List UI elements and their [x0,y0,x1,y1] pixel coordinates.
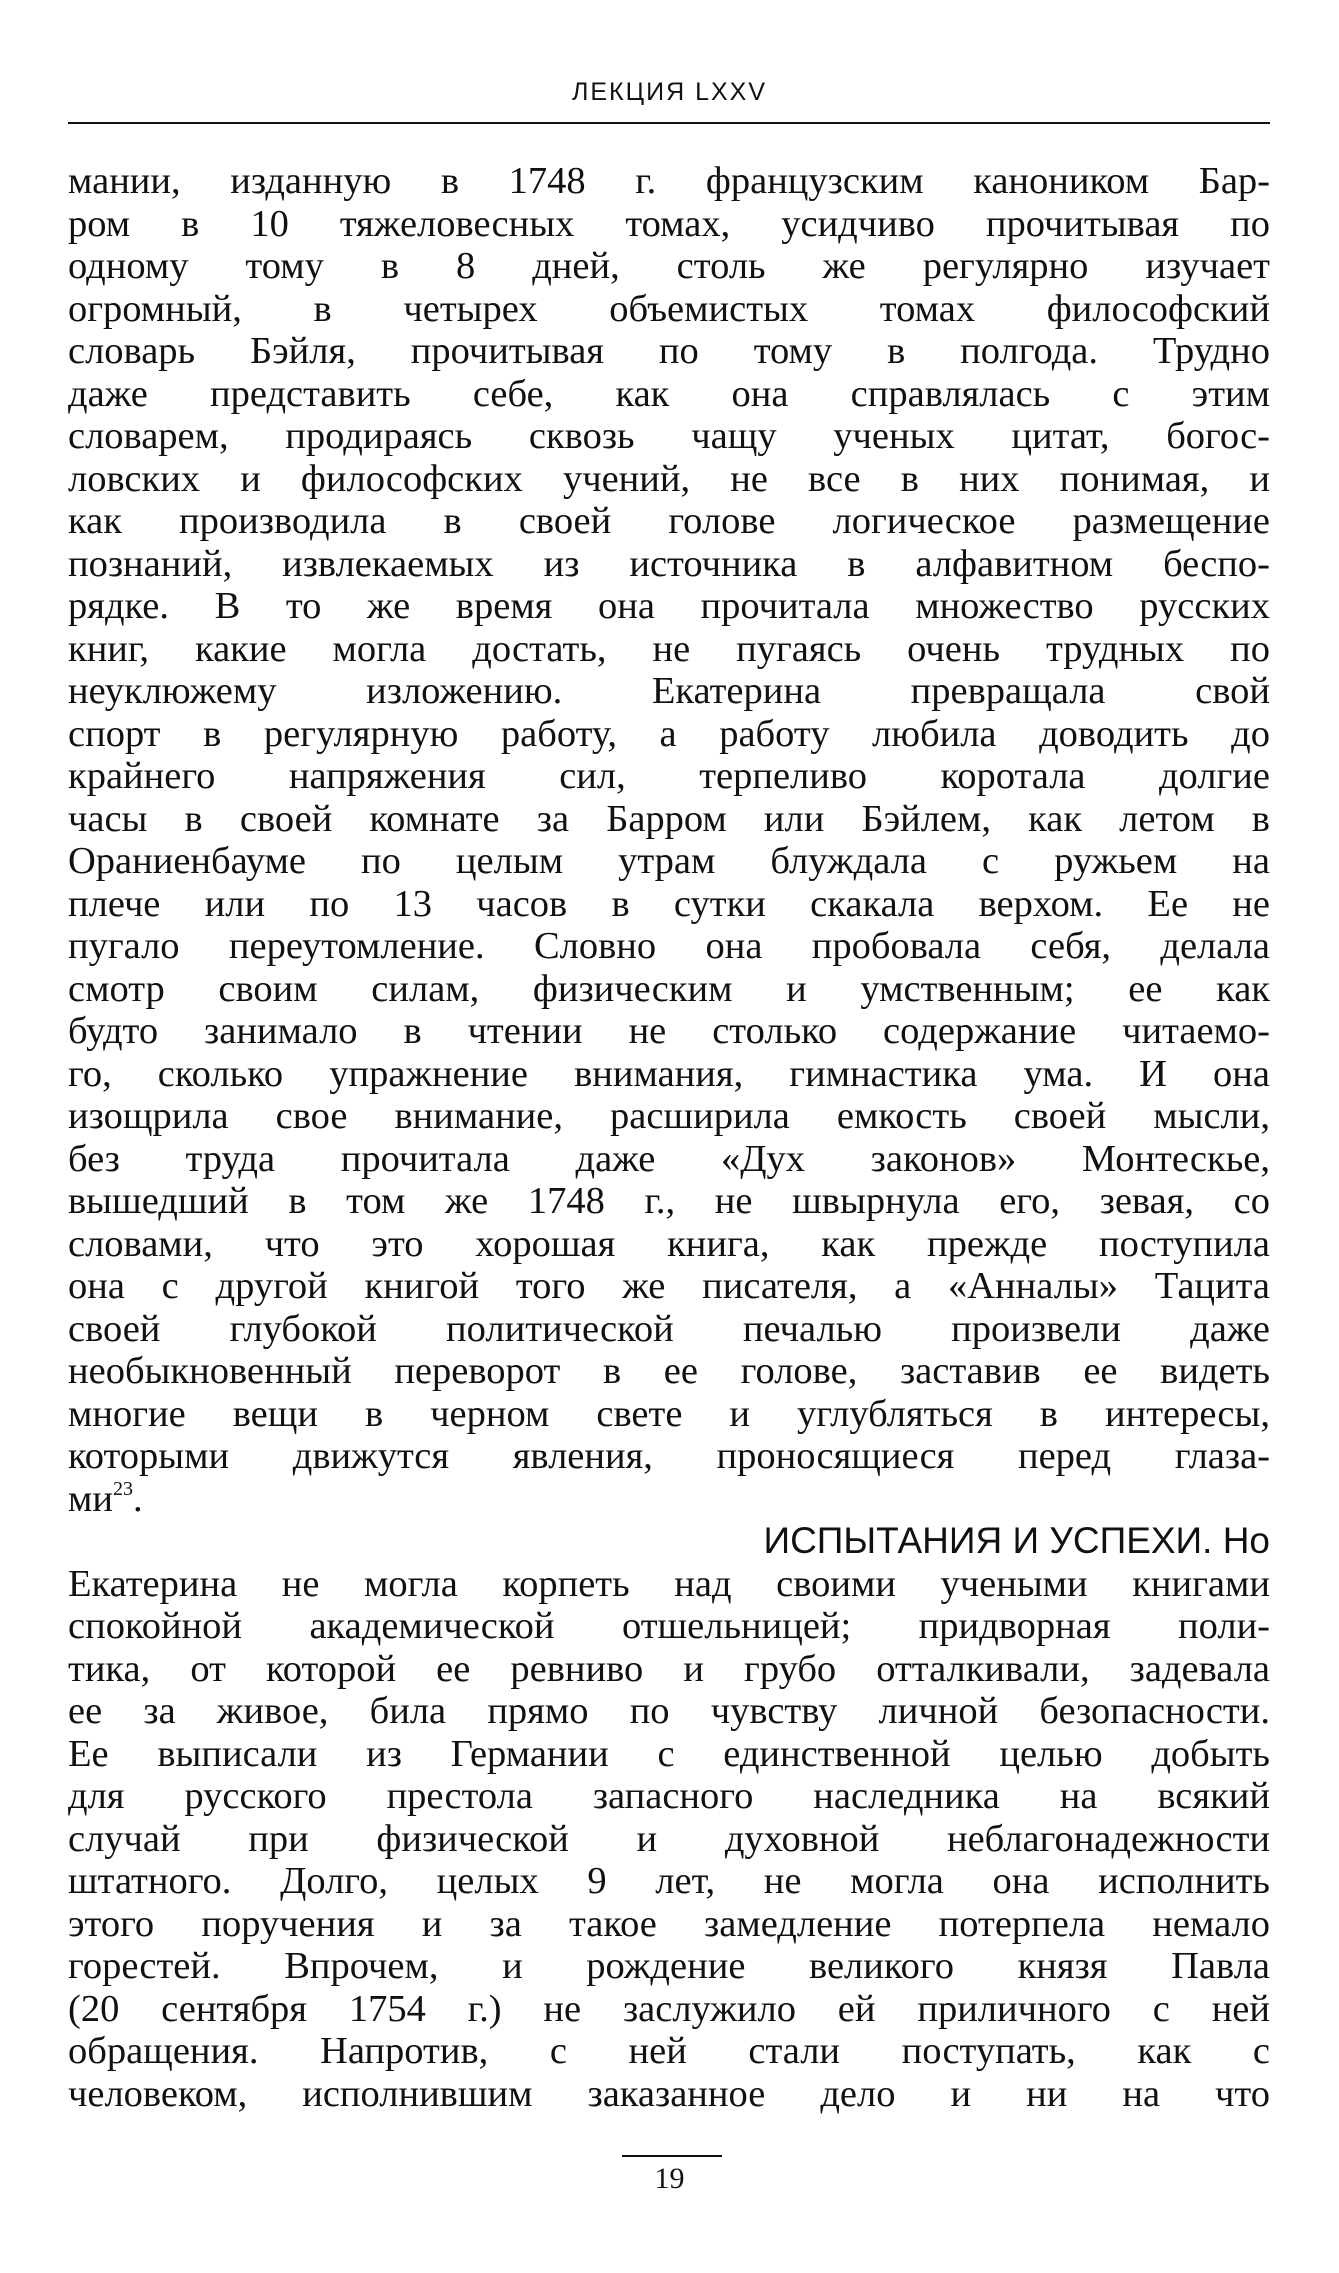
text-line: ром в 10 тяжеловесных томах, усидчиво прочитывая по [68,202,1270,245]
text-line: человеком, исполнившим заказанное дело и ни на что [68,2072,1270,2115]
text-line: го, сколько упражнение внимания, гимнастика ума. И она [68,1052,1270,1095]
text-line: одному тому в 8 дней, столь же регулярно изучает [68,245,1270,287]
text-line: словами, что это хорошая книга, как прежде поступила [68,1222,1270,1265]
text-line: мании, изданную в 1748 г. французским каноником Бар- [68,160,1270,202]
text-line: многие вещи в черном свете и углубляться в интересы, [68,1392,1270,1435]
text-line: штатного. Долго, целых 9 лет, не могла она исполнить [68,1860,1270,1902]
text-line: словарь Бэйля, прочитывая по тому в полгода. Трудно [68,330,1270,372]
section-heading: ИСПЫТАНИЯ И УСПЕХИ. Но [763,1520,1270,1561]
text-line: Ее выписали из Германии с единственной целью добыть [68,1732,1270,1775]
text-line: Екатерина не могла корпеть над своими учеными книгами [68,1562,1270,1605]
text-line: рядке. В то же время она прочитала множество русских [68,585,1270,627]
text-line: случай при физической и духовной неблагонадежности [68,1817,1270,1860]
text-line: как производила в своей голове логическое размещение [68,500,1270,542]
paragraph-1-end-word: ми [68,1477,113,1520]
text-line: своей глубокой политической печалью произвели даже [68,1307,1270,1350]
text-line: ее за живое, била прямо по чувству личной безопасности. [68,1690,1270,1732]
text-line: которыми движутся явления, проносящиеся перед глаза- [68,1435,1270,1477]
text-line: словарем, продираясь сквозь чащу ученых цитат, богос- [68,415,1270,457]
paragraph-2 [68,1563,1270,2116]
text-line: (20 сентября 1754 г.) не заслужило ей приличного с ней [68,1987,1270,2030]
paragraph-1 [68,160,1270,1478]
text-line: плече или по 13 часов в сутки скакала верхом. Ее не [68,882,1270,925]
text-line: пугало переутомление. Словно она пробовала себя, делала [68,925,1270,967]
header-rule [68,122,1270,124]
body-text [68,160,1270,2115]
text-line: спорт в регулярную работу, а работу любила доводить до [68,712,1270,755]
page-number-rule [622,2155,722,2157]
text-line: без труда прочитала даже «Дух законов» Монтескье, [68,1137,1270,1180]
text-line: ловских и философских учений, не все в них понимая, и [68,457,1270,500]
text-line: крайнего напряжения сил, терпеливо коротала долгие [68,755,1270,797]
text-line: спокойной академической отшельницей; придворная поли- [68,1605,1270,1647]
text-line: горестей. Впрочем, и рождение великого князя Павла [68,1945,1270,1987]
running-header: ЛЕКЦИЯ LXXV [571,78,768,106]
text-line: изощрила свое внимание, расширила емкость своей мысли, [68,1095,1270,1137]
text-line: тика, от которой ее ревниво и грубо отталкивали, задевала [68,1647,1270,1690]
text-line: Ораниенбауме по целым утрам блуждала с ружьем на [68,840,1270,882]
text-line: книг, какие могла достать, не пугаясь очень трудных по [68,627,1270,670]
text-line: вышедший в том же 1748 г., не швырнула его, зевая, со [68,1180,1270,1222]
text-line: будто занимало в чтении не столько содержание читаемо- [68,1010,1270,1052]
text-line: неуклюжему изложению. Екатерина превращала свой [68,670,1270,712]
text-line: она с другой книгой того же писателя, а «Анналы» Тацита [68,1265,1270,1307]
paragraph-1-end-period: . [132,1477,143,1520]
text-line: огромный, в четырех объемистых томах философский [68,287,1270,330]
text-line: познаний, извлекаемых из источника в алфавитном беспо- [68,542,1270,585]
text-line: этого поручения и за такое замедление потерпела немало [68,1902,1270,1945]
page-number: 19 [654,2162,685,2195]
text-line: необыкновенный переворот в ее голове, заставив ее видеть [68,1350,1270,1392]
text-line: часы в своей комнате за Барром или Бэйлем, как летом в [68,797,1270,840]
text-line: смотр своим силам, физическим и умственным; ее как [68,967,1270,1010]
paragraph-1-last-line [68,1478,1270,1521]
text-line: обращения. Напротив, с ней стали поступать, как с [68,2030,1270,2072]
text-line: для русского престола запасного наследника на всякий [68,1775,1270,1817]
footnote-marker: 23 [112,1477,133,1500]
text-line: даже представить себе, как она справлялась с этим [68,372,1270,415]
